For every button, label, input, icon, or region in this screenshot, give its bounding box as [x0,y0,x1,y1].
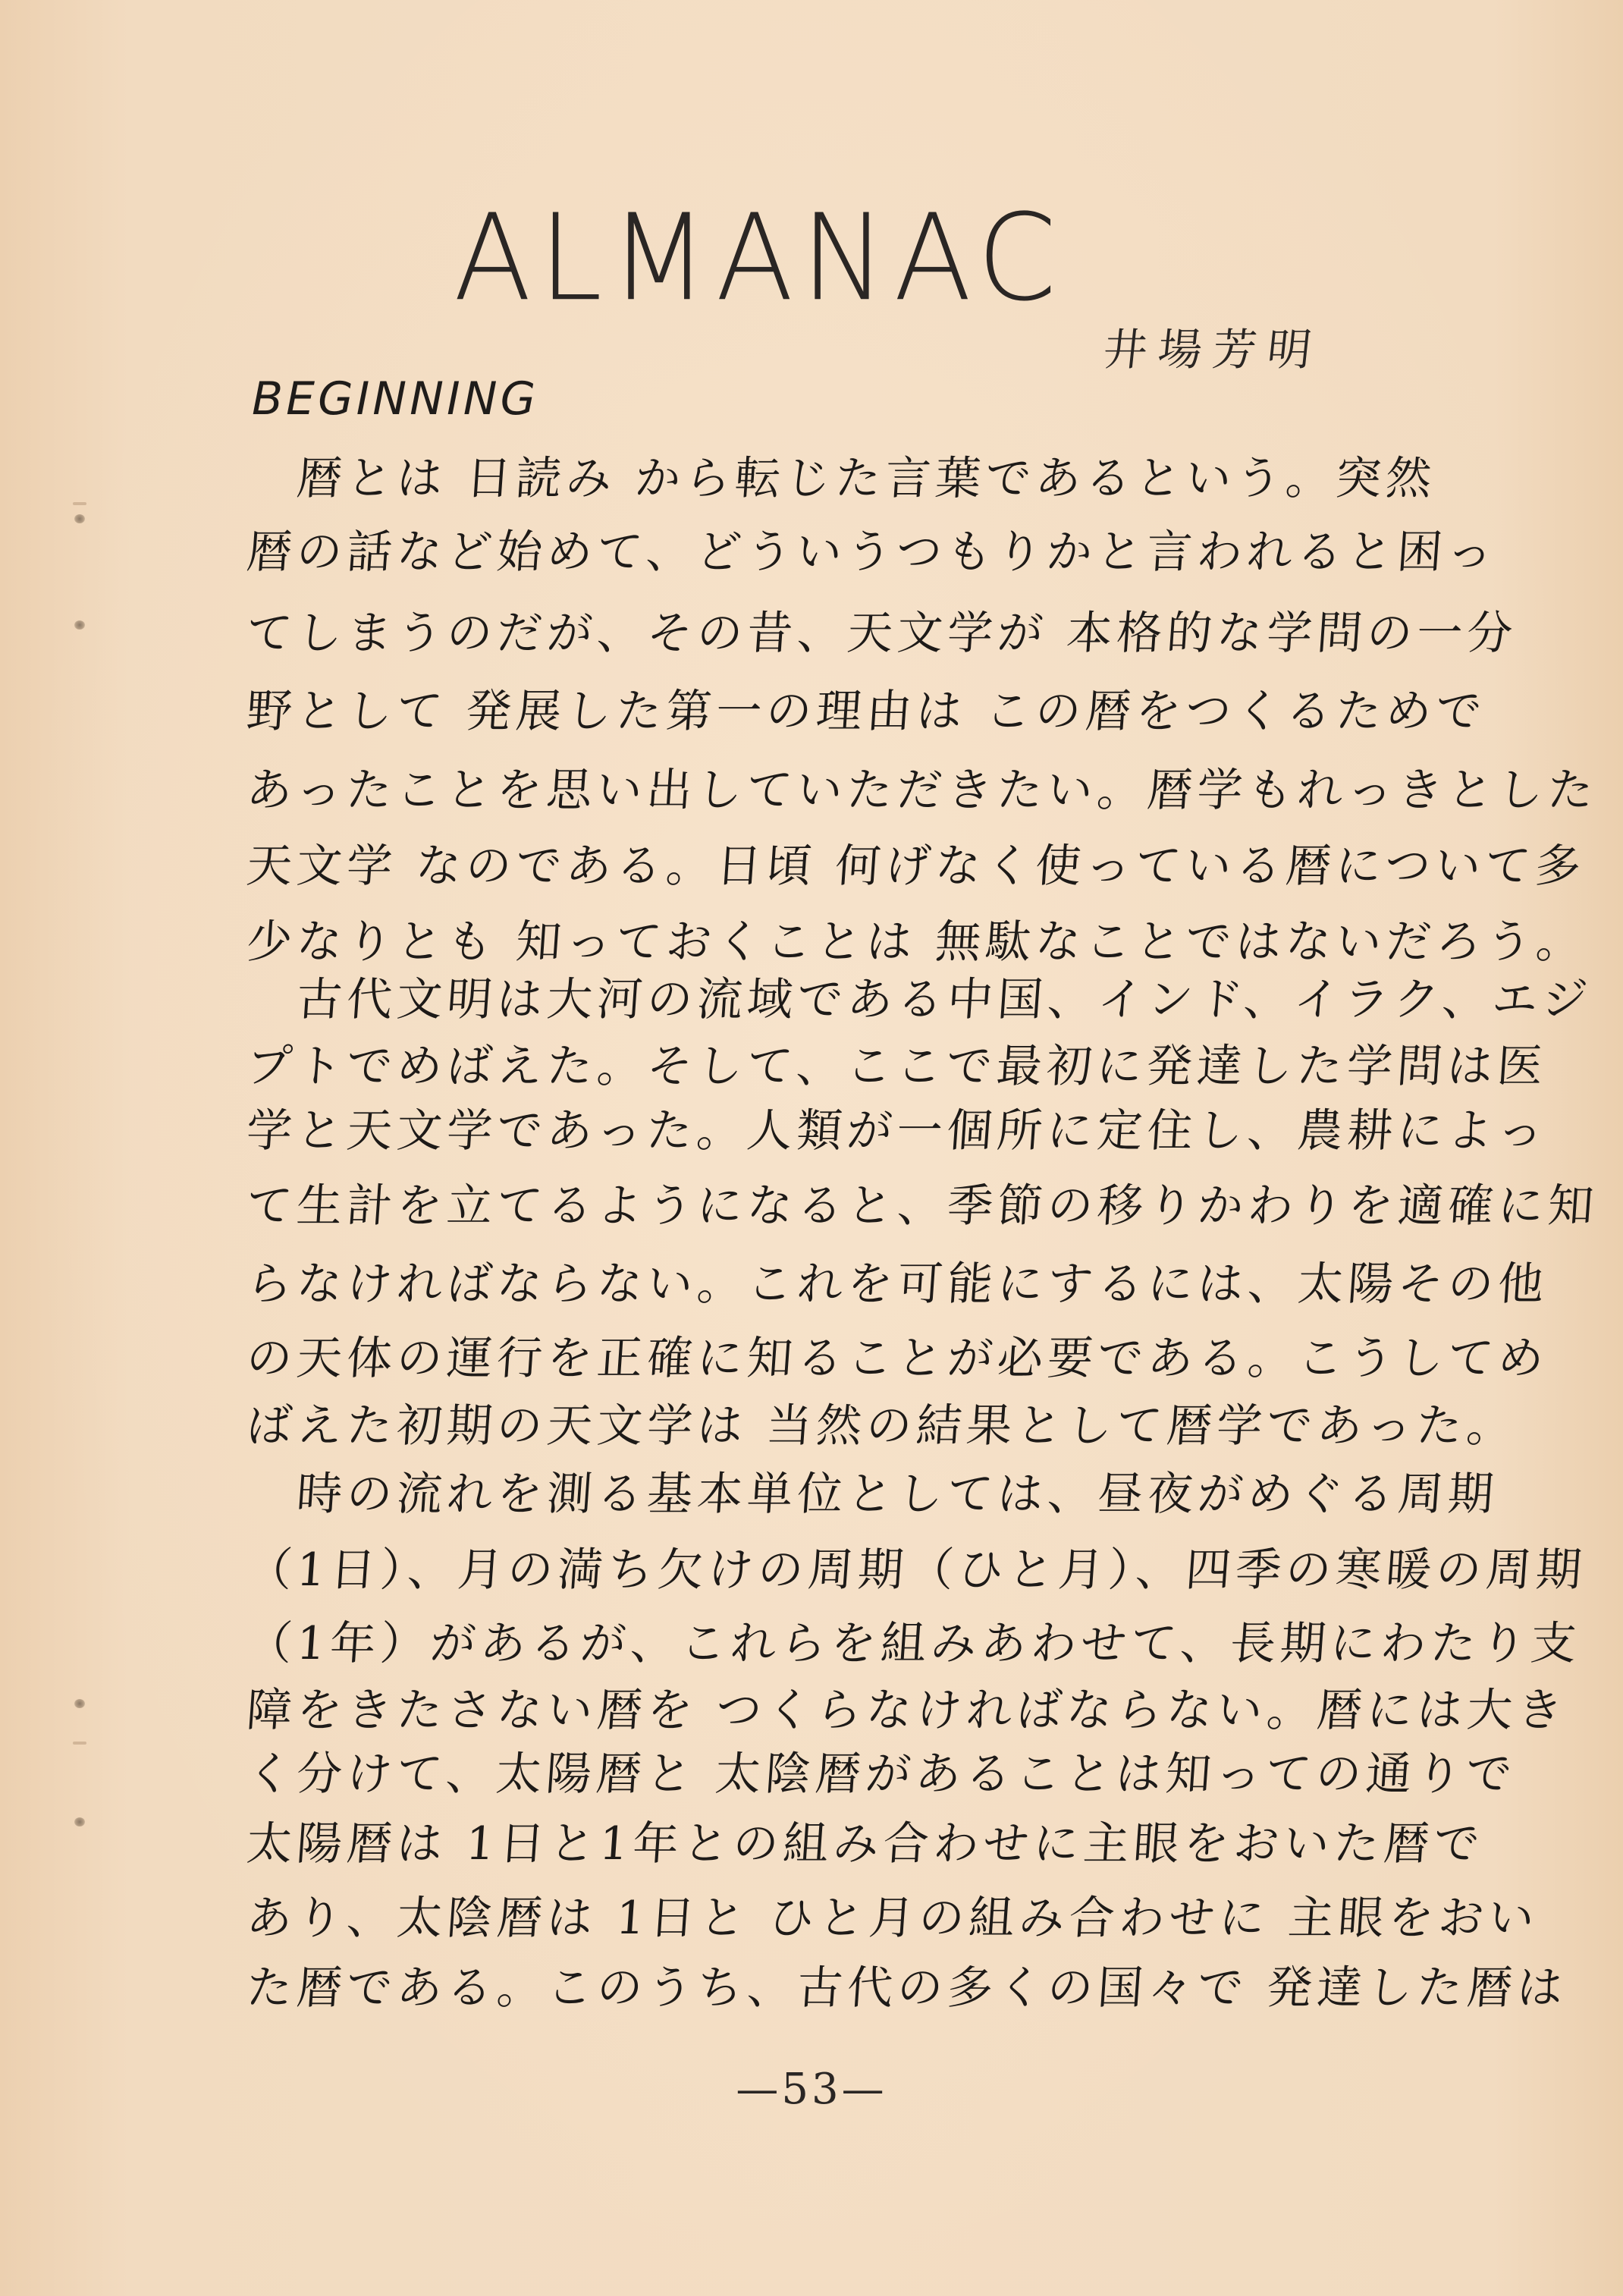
text-line: て生計を立てるようになると、季節の移りかわりを適確に知 [244,1179,1600,1233]
text-line: く分けて、太陽暦と 太陰暦があることは知っての通りで [244,1748,1518,1801]
text-line: 学と天文学であった。人類が一個所に定住し、農耕によっ [244,1104,1550,1157]
binding-mark [73,1742,86,1745]
binding-hole [74,1817,85,1826]
text-line: （1日）、月の満ち欠けの周期（ひと月）、四季の寒暖の周期 [244,1544,1588,1597]
text-line: 時の流れを測る基本単位としては、昼夜がめぐる周期 [244,1468,1500,1521]
text-line: てしまうのだが、その昔、天文学が 本格的な学問の一分 [244,607,1519,660]
author-name: 井場芳明 [1100,324,1325,375]
text-line: 太陽暦は 1日と1年との組み合わせに主眼をおいた暦で [244,1817,1486,1870]
text-line: 少なりとも 知っておくことは 無駄なことではないだろう。 [244,916,1588,969]
text-line: 暦とは 日読み から転じた言葉であるという。突然 [244,452,1438,505]
page-number: —53— [736,2065,887,2114]
section-heading: BEGINNING [252,372,539,426]
text-line: 障をきたさない暦を つくらなければならない。暦には大き [244,1684,1569,1737]
binding-hole [74,514,85,523]
text-line: あったことを思い出していただきたい。暦学もれっきとした [244,764,1600,817]
text-line: 天文学 なのである。日頃 何げなく使っている暦について多 [244,840,1587,893]
text-line: た暦である。このうち、古代の多くの国々で 発達した暦は [244,1961,1569,2015]
text-line: 古代文明は大河の流域である中国、インド、イラク、エジ [244,973,1594,1026]
page-title: ALMANAC [454,189,1065,328]
binding-hole [74,1699,85,1708]
text-line: プトでめばえた。そして、ここで最初に発達した学問は医 [244,1040,1549,1093]
text-line: ばえた初期の天文学は 当然の結果として暦学であった。 [244,1399,1519,1453]
text-line: 暦の話など始めて、どういうつもりかと言われると困っ [244,526,1499,579]
text-line: あり、太陰暦は 1日と ひと月の組み合わせに 主眼をおい [244,1892,1540,1945]
text-line: の天体の運行を正確に知ることが必要である。こうしてめ [244,1332,1550,1385]
text-line: らなければならない。これを可能にするには、太陽その他 [244,1258,1550,1311]
binding-mark [73,502,86,505]
text-line: 野として 発展した第一の理由は この暦をつくるためで [244,685,1488,738]
binding-hole [74,620,85,630]
text-line: （1年）があるが、これらを組みあわせて、長期にわたり支 [244,1617,1583,1670]
